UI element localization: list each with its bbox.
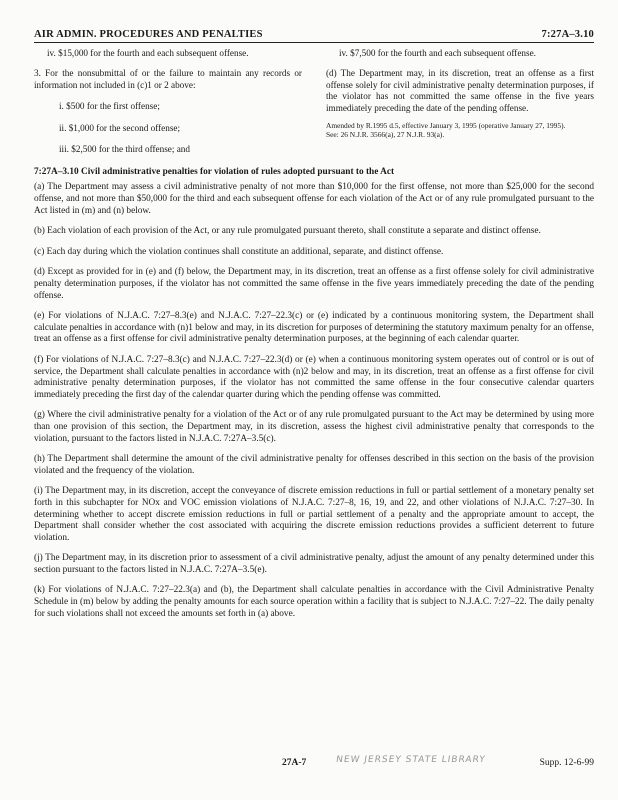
right-item-iv: iv. $7,500 for the fourth and each subsequent offense. [339,48,536,58]
paragraph-g: (g) Where the civil administrative penalty for a violation of the Act or of any rule promulgated pursuant to the Act may be determined by using more than one provision of this section, the Department may, in its discretion, assess the highest civil administrative penalty that corresponds to the violation, pursuant to the factors listed in N.J.A.C. 7:27A–3.5(c). [34,410,594,444]
header-section-number: 7:27A–3.10 [541,29,594,40]
see-note: See: 26 N.J.R. 3566(a), 27 N.J.R. 93(a). [326,130,445,140]
two-column-block [34,48,594,155]
paragraph-f: (f) For violations of N.J.A.C. 7:27–8.3(c) and N.J.A.C. 7:27–22.3(d) or (e) when a continuous monitoring system operates out of control or is out of service, the Department shall calculate penalties in accordance with (n)2 below and may, in its discretion, treat an offense as a first offense for civil administrative penalty determination purposes, if the violator has not committed the same offense in the four consecutive calendar quarters immediately preceding the first day of the calendar quarter during which the pending offense was committed. [34,354,594,400]
left-item-ii: ii. $1,000 for the second offense; [59,122,181,133]
document-page [34,26,594,620]
amendment-notes [326,121,594,139]
left-item-i: i. $500 for the first offense; [59,101,160,112]
library-stamp: NEW JERSEY STATE LIBRARY [335,755,487,765]
right-column [326,48,594,155]
paragraph-c: (c) Each day during which the violation continues shall constitute an additional, separate, and distinct offense. [34,246,444,257]
paragraph-h: (h) The Department shall determine the amount of the civil administrative penalty for offenses described in this section on the basis of the provision violated and the frequency of the violation. [34,454,594,476]
paragraph-i: (i) The Department may, in its discretion, accept the conveyance of discrete emission reductions in full or partial settlement of a monetary penalty set forth in this subchapter for NOx and VOC emission violations of N.J.A.C. 7:27–8, 16, 19, and 22, and other violations of N.J.A.C. 7:27–30. In determining whether to accept discrete emission reductions in full or partial settlement of a penalty and the appropriate amount to accept, the Department shall consider whether the cost associated with acquiring the discrete emission reductions provides a sufficient deterrent to future violation. [34,486,594,543]
page-number: 27A-7 [282,758,307,768]
header-title: AIR ADMIN. PROCEDURES AND PENALTIES [34,29,263,40]
left-item-3: 3. For the nonsubmittal of or the failure to maintain any records or information not included in (c)1 or 2 above: [34,68,302,90]
paragraph-d: (d) Except as provided for in (e) and (f) below, the Department may, in its discretion, treat an offense as a first offense solely for civil administrative penalty determination purposes, if the violator has not committed the same offense in the five years immediately preceding the date of the pending offense. [34,267,594,301]
supplement-date: Supp. 12-6-99 [539,758,594,768]
amended-note: Amended by R.1995 d.5, effective January 3, 1995 (operative January 27, 1995). [326,121,566,131]
right-item-d: (d) The Department may, in its discretion, treat an offense as a first offense solely for civil administrative penalty determination purposes, if the violator has not committed the same offense in the five years immediately preceding the date of the pending offense. [326,68,594,113]
paragraph-e: (e) For violations of N.J.A.C. 7:27–8.3(e) and N.J.A.C. 7:27–22.3(c) or (e) indicated by a continuous monitoring system, the Department shall calculate penalties in accordance with (n)1 below and may, in its discretion for purposes of determining the statutory maximum penalty for an offense, treat an offense as a first offense for civil administrative penalty determination purposes, at the beginning of each calendar quarter. [34,311,594,345]
paragraph-b: (b) Each violation of each provision of the Act, or any rule promulgated pursuant thereto, shall constitute a separate and distinct offense. [34,226,541,237]
left-column [34,48,302,155]
paragraph-j: (j) The Department may, in its discretion prior to assessment of a civil administrative penalty, adjust the amount of any penalty determined under this section pursuant to the factors listed in N.J.A.C. 7:27A–3.5(e). [34,553,594,575]
section-heading: 7:27A–3.10 Civil administrative penalties for violation of rules adopted pursuant to the Act [34,167,395,178]
left-item-iv: iv. $15,000 for the fourth and each subsequent offense. [47,48,249,58]
left-item-iii: iii. $2,500 for the third offense; and [59,144,190,155]
paragraph-k: (k) For violations of N.J.A.C. 7:27–22.3(a) and (b), the Department shall calculate penalties in accordance with the Civil Administrative Penalty Schedule in (m) below by adding the penalty amounts for each source operation within a facility that is subject to N.J.A.C. 7:27–22. The daily penalty for such violations shall not exceed the amounts set forth in (a) above. [34,585,594,619]
running-header [34,26,594,43]
page-footer [34,755,594,772]
paragraph-a: (a) The Department may assess a civil administrative penalty of not more than $10,000 for the first offense, not more than $25,000 for the second offense, and not more than $50,000 for the third and each subsequent offense for each violation of the Act or of any rule promulgated pursuant to the Act listed in (m) and (n) below. [34,182,594,216]
